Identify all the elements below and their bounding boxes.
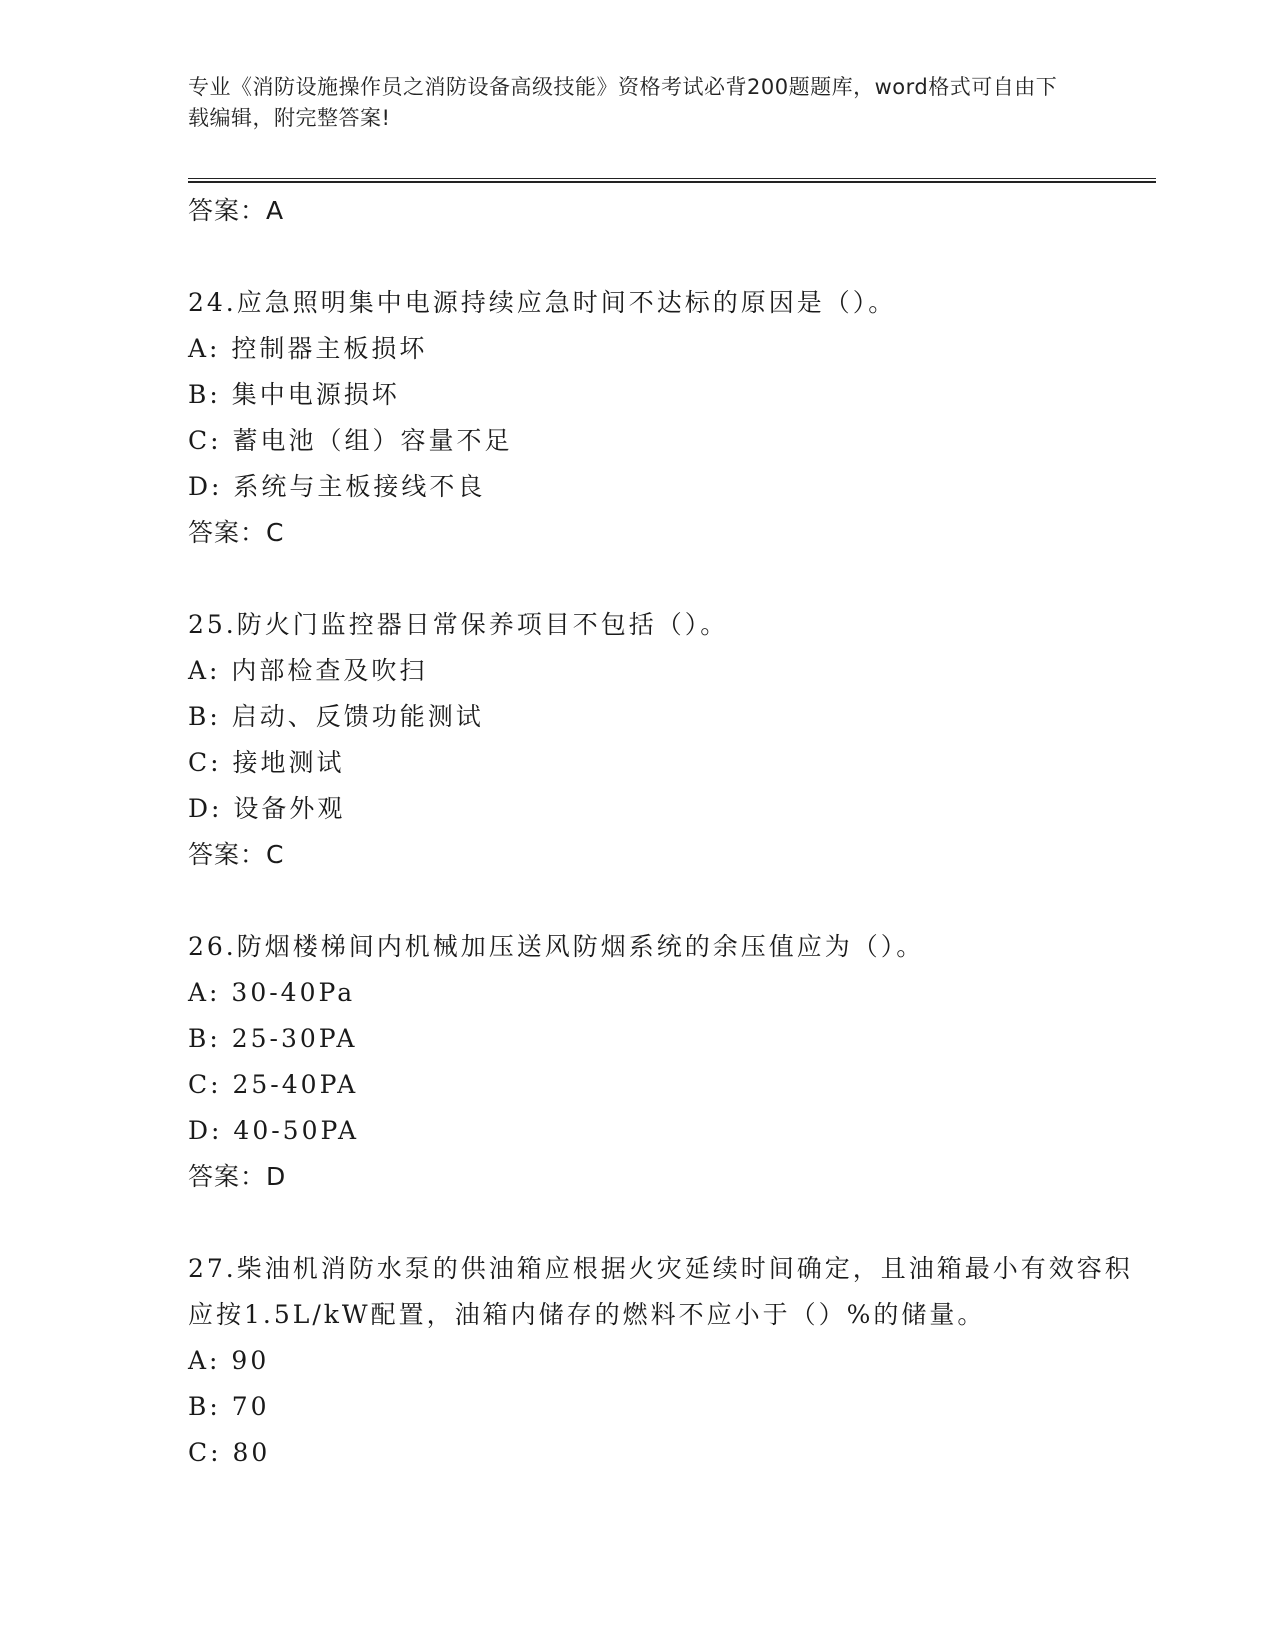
answer-line: 答案：C xyxy=(188,518,285,547)
document-content xyxy=(188,188,1156,1476)
question-26 xyxy=(188,924,1156,1200)
option-b: B: 集中电源损坏 xyxy=(188,380,400,409)
option-a: A: 30-40Pa xyxy=(188,978,356,1007)
page-header: 专业《消防设施操作员之消防设备高级技能》资格考试必背200题题库，word格式可自由下载编辑，附完整答案! xyxy=(188,75,1058,130)
question-stem: 24.应急照明集中电源持续应急时间不达标的原因是（）。 xyxy=(188,288,897,317)
option-a: A: 控制器主板损坏 xyxy=(188,334,428,363)
question-stem: 27.柴油机消防水泵的供油箱应根据火灾延续时间确定，且油箱最小有效容积应按1.5L/kW配置，油箱内储存的燃料不应小于（）%的储量。 xyxy=(188,1254,1133,1329)
option-c: C: 25-40PA xyxy=(188,1070,359,1099)
option-d: D: 40-50PA xyxy=(188,1116,360,1145)
answer-line: 答案：D xyxy=(188,1162,287,1191)
answer-line: 答案：C xyxy=(188,840,285,869)
question-stem: 25.防火门监控器日常保养项目不包括（）。 xyxy=(188,610,729,639)
option-a: A: 90 xyxy=(188,1346,270,1375)
question-24 xyxy=(188,280,1156,556)
option-b: B: 启动、反馈功能测试 xyxy=(188,702,484,731)
question-25 xyxy=(188,602,1156,878)
option-d: D: 设备外观 xyxy=(188,794,346,823)
option-b: B: 70 xyxy=(188,1392,270,1421)
question-stem: 26.防烟楼梯间内机械加压送风防烟系统的余压值应为（）。 xyxy=(188,932,925,961)
option-c: C: 80 xyxy=(188,1438,271,1467)
option-a: A: 内部检查及吹扫 xyxy=(188,656,428,685)
answer-line: 答案：A xyxy=(188,196,285,225)
option-c: C: 蓄电池（组）容量不足 xyxy=(188,426,513,455)
option-c: C: 接地测试 xyxy=(188,748,345,777)
option-b: B: 25-30PA xyxy=(188,1024,358,1053)
question-27 xyxy=(188,1246,1156,1476)
header-rule xyxy=(188,178,1156,183)
option-d: D: 系统与主板接线不良 xyxy=(188,472,486,501)
